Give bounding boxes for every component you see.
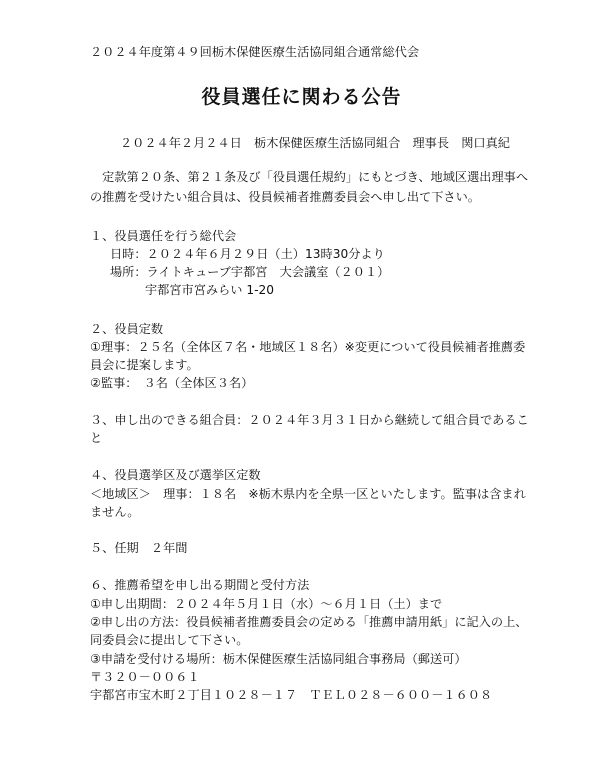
section-1-heading: １、役員選任を行う総代会 [90,229,237,243]
intro-line-2: の推薦を受けたい組合員は、役員候補者推薦委員会へ申し出て下さい。 [90,190,480,204]
intro-line-1: 定款第２０条、第２１条及び「役員選任規約」にもとづき、地域区選出理事へ [90,170,529,184]
notice-title: 役員選任に関わる公告 [201,86,402,108]
auditors-line: ②監事： ３名（全体区３名） [90,376,254,390]
address-tel: 宇都宮市宝木町２丁目１０２８－１７ ＴＥＬ０２８－６００－１６０８ [90,688,493,702]
directors-line-2: 員会に提案します。 [90,358,199,372]
section-6-heading: ６、推薦希望を申し出る期間と受付方法 [90,578,310,592]
directors-line-1: ①理事：２５名（全体区７名・地域区１８名）※変更について役員候補者推薦委 [90,340,526,354]
section-3-line-1: ３、申し出のできる組合員：２０２４年３月３１日から継続して組合員であるこ [90,413,529,427]
section-4-line-1: ＜地域区＞ 理事：１８名 ※栃木県内を全県一区といたします。監事は含まれ [90,487,526,501]
section-5-term: ５、任期 ２年間 [90,541,188,555]
application-place: ③申請を受付ける場所：栃木保健医療生活協同組合事務局（郵送可） [90,652,467,666]
meeting-address: 宇都宮市宮みらい 1-20 [145,283,275,297]
section-3-line-2: と [90,431,103,445]
meeting-date: 日時：２０２４年６月２９日（土）13時30分より [110,247,385,261]
application-method-line-2: 同委員会に提出して下さい。 [90,633,249,647]
application-method-line-1: ②申し出の方法：役員候補者推薦委員会の定める「推薦申請用紙」に記入の上、 [90,615,528,629]
application-period: ①申し出期間：２０２４年５月１日（水）～６月１日（土）まで [90,597,443,611]
section-4-heading: ４、役員選挙区及び選挙区定数 [90,468,261,482]
meeting-place: 場所：ライトキューブ宇都宮 大会議室（２０１） [110,265,390,279]
postal-code: 〒３２０－００６１ [90,670,200,684]
section-2-heading: ２、役員定数 [90,322,164,336]
date-line: ２０２４年２月２４日 栃木保健医療生活協同組合 理事長 関口真紀 [120,136,510,150]
meeting-name: ２０２４年度第４９回栃木保健医療生活協同組合通常総代会 [90,45,420,59]
section-4-line-2: ません。 [90,505,140,519]
